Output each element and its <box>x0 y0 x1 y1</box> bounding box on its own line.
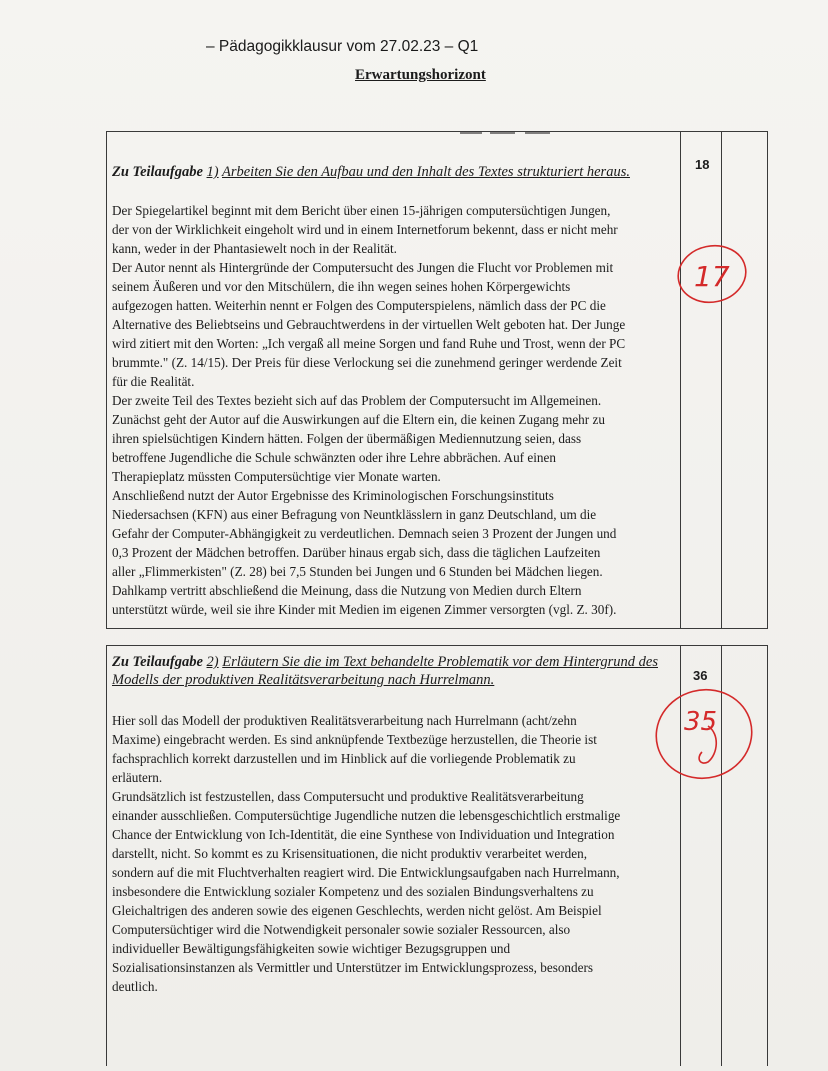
body-line: betroffene Jugendliche die Schule schwänzten oder ihre Lehre abbrächen. Auf einen <box>112 450 556 465</box>
body-line: darstellt, nicht. So kommt es zu Krisensituationen, die nicht produktiv verarbeitet werden, <box>112 846 588 861</box>
body-line: Therapieplatz müssten Computersüchtige vier Monate warten. <box>112 469 441 484</box>
body-line: Dahlkamp vertritt abschließend die Meinung, dass die Nutzung von Medien durch Eltern <box>112 583 582 598</box>
task-2-score-text: 35 <box>684 707 718 737</box>
body-line: Maxime) eingebracht werden. Es sind anknüpfende Textbezüge herzustellen, die Theorie ist <box>112 732 597 747</box>
task-1-label: Zu Teilaufgabe <box>112 164 203 180</box>
body-line: Hier soll das Modell der produktiven Realitätsverarbeitung nach Hurrelmann (acht/zehn <box>112 713 577 728</box>
body-line: Der zweite Teil des Textes bezieht sich auf das Problem der Computersucht im Allgemeinen. <box>112 393 602 408</box>
body-line: Anschließend nutzt der Autor Ergebnisse des Kriminologischen Forschungsinstituts <box>112 488 554 503</box>
body-line: wird zitiert mit den Worten: „Ich vergaß all meine Sorgen und fand Ruhe und Trost, wenn der PC <box>112 336 626 351</box>
task-2-number: 2) <box>206 654 219 670</box>
task-2-label: Zu Teilaufgabe <box>112 654 203 670</box>
body-line: Sozialisationsinstanzen als Vermittler und Unterstützer im Entwicklungsprozess, besonders <box>112 960 594 975</box>
body-line: Chance der Entwicklung von Ich-Identität, die eine Synthese von Individuation und Integration <box>112 827 615 842</box>
task-1-heading <box>112 163 680 181</box>
body-line: Zunächst geht der Autor auf die Auswirkungen auf die Eltern ein, die keinen Zugang mehr zu <box>112 412 605 427</box>
body-line: für die Realität. <box>112 374 195 389</box>
body-line: ihren spielsüchtigen Kindern hätten. Folgen der übermäßigen Mediennutzung seien, dass <box>112 431 582 446</box>
task-1-body <box>112 201 625 619</box>
task-1-number: 1) <box>206 164 219 180</box>
body-line: der von der Wirklichkeit eingeholt wird und in einem Internetforum bekennt, dass er nicht mehr <box>112 222 618 237</box>
body-line: Gefahr der Computer-Abhängigkeit zu verdeutlichen. Demnach seien 3 Prozent der Jungen und <box>112 526 617 541</box>
body-line: 0,3 Prozent der Mädchen betroffen. Darüber hinaus ergab sich, dass die täglichen Laufzeiten <box>112 545 601 560</box>
score-column-divider <box>721 132 722 628</box>
task-1-score-mark <box>672 242 754 308</box>
task-2-prompt: Erläutern Sie die im Text behandelte Problematik vor dem Hintergrund des Modells der produktiven Realitätsverarbeitung nach Hurrelmann. <box>112 654 658 688</box>
page-subtitle: Erwartungshorizont <box>355 67 486 83</box>
points-column-divider <box>680 132 681 628</box>
body-line: unterstützt würde, weil sie ihre Kinder mit Medien im eigenen Zimmer versorgten (vgl. Z. 30f). <box>112 602 617 617</box>
body-line: Der Autor nennt als Hintergründe der Computersucht des Jungen die Flucht vor Problemen mit <box>112 260 614 275</box>
body-line: aller „Flimmerkisten" (Z. 28) bei 7,5 Stunden bei Jungen und 6 Stunden bei Mädchen liegen. <box>112 564 603 579</box>
body-line: Grundsätzlich ist festzustellen, dass Computersucht und produktive Realitätsverarbeitung <box>112 789 584 804</box>
body-line: sondern auf die mit Fluchtverhalten reagiert wird. Die Entwicklungsaufgaben nach Hurrelmann, <box>112 865 620 880</box>
body-line: individueller Bewältigungsfähigkeiten sowie wichtiger Bezugsgruppen und <box>112 941 511 956</box>
body-line: deutlich. <box>112 979 158 994</box>
body-line: erläutern. <box>112 770 163 785</box>
body-line: insbesondere die Entwicklung sozialer Kompetenz und des sozialen Bindungsverhaltens zu <box>112 884 594 899</box>
task-2-max-points: 36 <box>693 668 708 683</box>
scan-artifact-dash <box>460 131 560 135</box>
body-line: Der Spiegelartikel beginnt mit dem Bericht über einen 15-jährigen computersüchtigen Jungen, <box>112 203 611 218</box>
body-line: einander ausschließen. Computersüchtige Jugendliche nutzen die lebensgeschichtlich erstmalige <box>112 808 621 823</box>
body-line: Computersüchtiger wird die Notwendigkeit personaler sowie sozialer Ressourcen, also <box>112 922 571 937</box>
body-line: kann, weder in der Phantasiewelt noch in der Realität. <box>112 241 397 256</box>
body-line: seinem Äußeren und vor den Mitschülern, die ihn wegen seines hohen Körpergewichts <box>112 279 571 294</box>
exam-title: – Pädagogikklausur vom 27.02.23 – Q1 <box>206 38 479 55</box>
task-2-body <box>112 711 620 996</box>
body-line: aufgezogen hatten. Weiterhin nennt er Folgen des Computerspielens, nämlich dass der PC die <box>112 298 606 313</box>
body-line: Gleichaltrigen des anderen sowie des eigenen Geschlechts, werden nicht gelöst. Am Beispiel <box>112 903 602 918</box>
task-1-max-points: 18 <box>695 157 710 172</box>
task-2-heading <box>112 653 677 689</box>
task-1-prompt: Arbeiten Sie den Aufbau und den Inhalt des Textes strukturiert heraus. <box>222 164 630 180</box>
body-line: Niedersachsen (KFN) aus einer Befragung von Neuntklässlern in ganz Deutschland, um die <box>112 507 597 522</box>
body-line: fachsprachlich korrekt darzustellen und im Hinblick auf die vorliegende Problematik zu <box>112 751 576 766</box>
body-line: Alternative des Beliebtseins und Gebrauchtwerdens in der virtuellen Welt geboten hat. Der Junge <box>112 317 626 332</box>
task-2-score-mark <box>648 682 758 790</box>
task-1-score-text: 17 <box>694 260 730 293</box>
body-line: brummte." (Z. 14/15). Der Preis für diese Verlockung sei die zunehmend geringer werdende Zeit <box>112 355 622 370</box>
